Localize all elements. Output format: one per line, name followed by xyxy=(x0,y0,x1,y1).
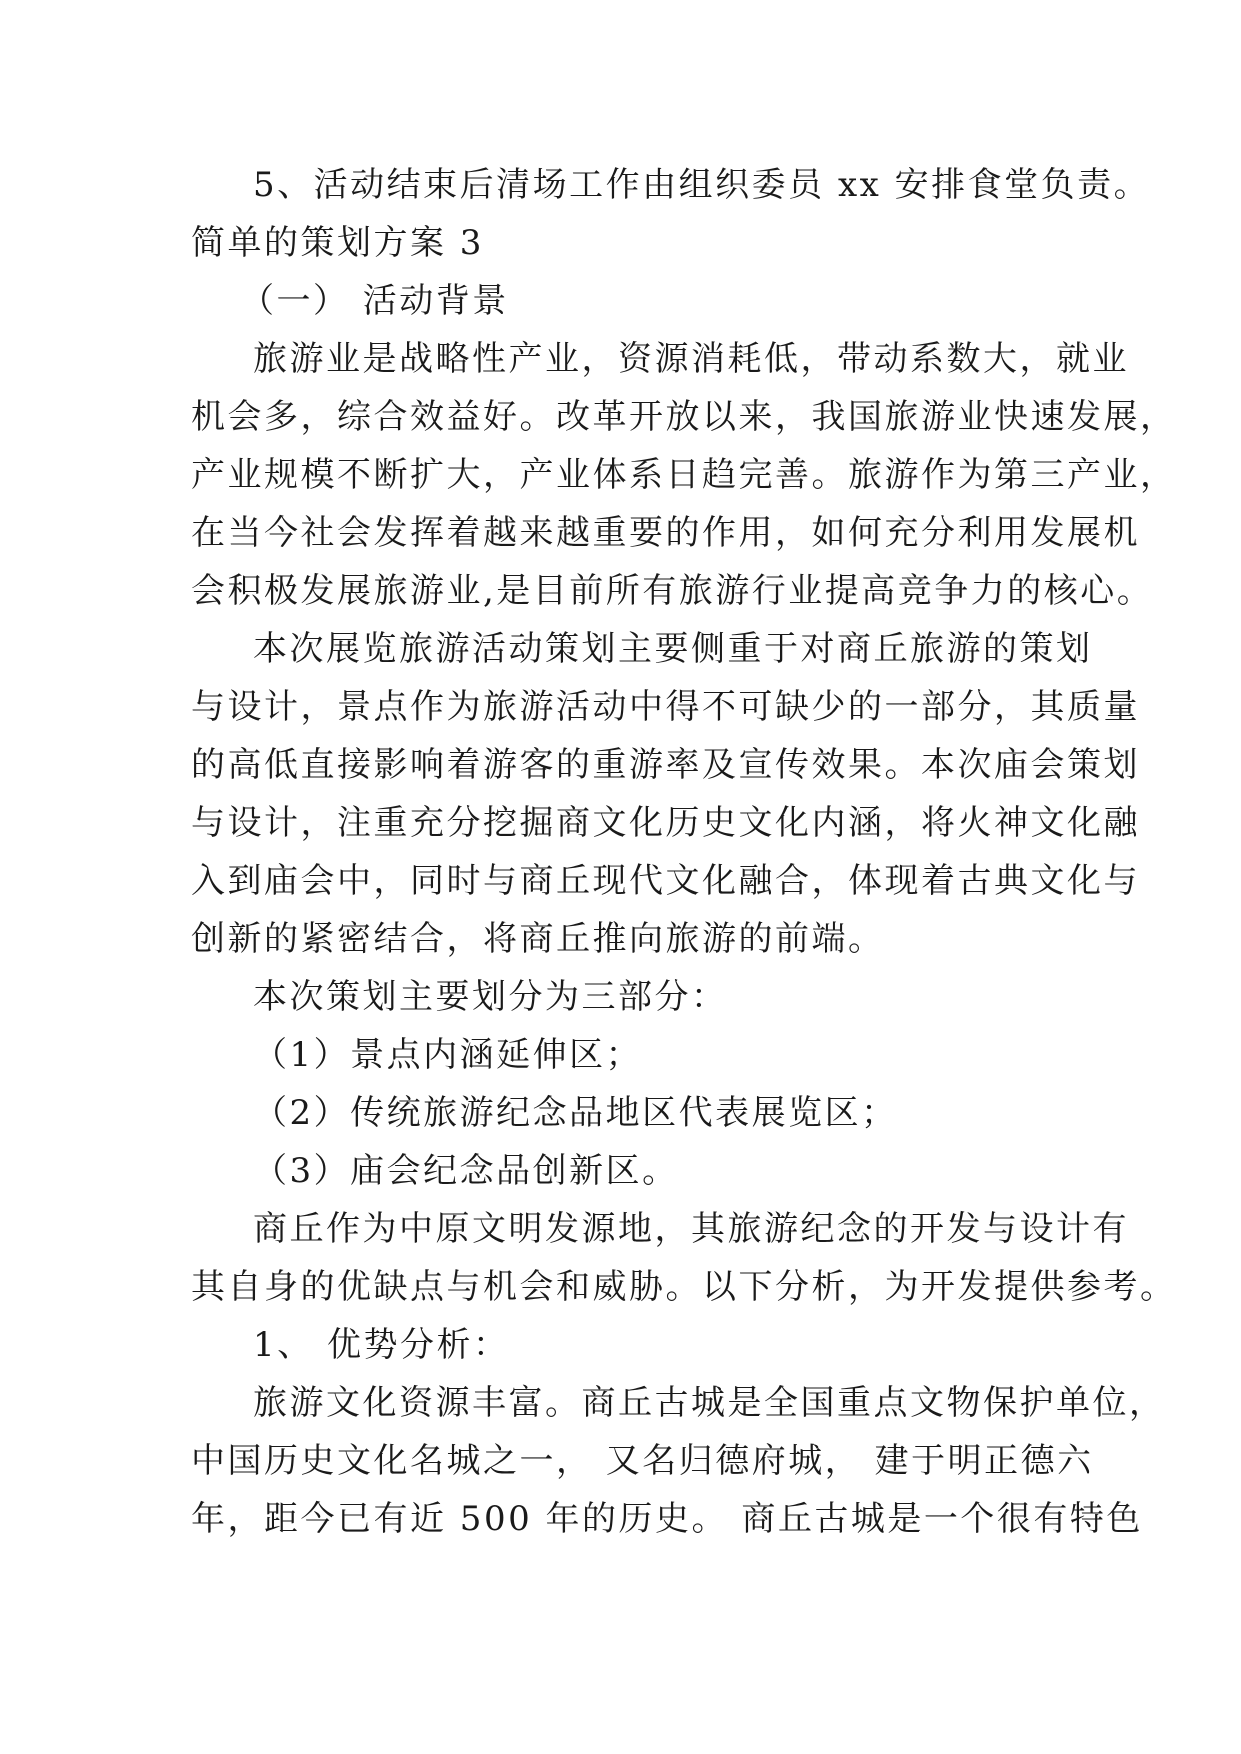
paragraph-line: 本次展览旅游活动策划主要侧重于对商丘旅游的策划 xyxy=(253,629,1093,669)
paragraph-line: 年，距今已有近 500 年的历史。 商丘古城是一个很有特色 xyxy=(191,1499,1143,1539)
paragraph-line: 机会多，综合效益好。改革开放以来，我国旅游业快速发展， xyxy=(191,397,1177,437)
paragraph-line: 商丘作为中原文明发源地，其旅游纪念的开发与设计有 xyxy=(253,1209,1129,1249)
paragraph-line: 与设计，注重充分挖掘商文化历史文化内涵，将火神文化融 xyxy=(191,803,1140,843)
subsection-heading: （一） 活动背景 xyxy=(240,281,509,321)
paragraph-line: 其自身的优缺点与机会和威胁。以下分析，为开发提供参考。 xyxy=(191,1267,1177,1307)
paragraph-line: 旅游业是战略性产业，资源消耗低，带动系数大，就业 xyxy=(253,339,1129,379)
paragraph-line: 入到庙会中，同时与商丘现代文化融合，体现着古典文化与 xyxy=(191,861,1140,901)
section-title: 简单的策划方案 3 xyxy=(191,223,484,263)
paragraph-line: 旅游文化资源丰富。商丘古城是全国重点文物保护单位， xyxy=(253,1383,1166,1423)
text-line-1: 5、活动结束后清场工作由组织委员 xx 安排食堂负责。 xyxy=(253,165,1151,205)
paragraph-line: 中国历史文化名城之一， 又名归德府城， 建于明正德六 xyxy=(191,1441,1094,1481)
paragraph-line: 创新的紧密结合，将商丘推向旅游的前端。 xyxy=(191,919,885,959)
list-item: （3）庙会纪念品创新区。 xyxy=(253,1151,679,1191)
list-item: （1）景点内涵延伸区； xyxy=(253,1035,643,1075)
list-item: （2）传统旅游纪念品地区代表展览区； xyxy=(253,1093,898,1133)
paragraph-line: 产业规模不断扩大，产业体系日趋完善。旅游作为第三产业， xyxy=(191,455,1177,495)
paragraph-line: 本次策划主要划分为三部分： xyxy=(253,977,728,1017)
subsection-heading: 1、 优势分析： xyxy=(253,1325,510,1365)
paragraph-line: 在当今社会发挥着越来越重要的作用，如何充分利用发展机 xyxy=(191,513,1140,553)
paragraph-line: 的高低直接影响着游客的重游率及宣传效果。本次庙会策划 xyxy=(191,745,1140,785)
paragraph-line: 与设计，景点作为旅游活动中得不可缺少的一部分，其质量 xyxy=(191,687,1140,727)
paragraph-line: 会积极发展旅游业,是目前所有旅游行业提高竞争力的核心。 xyxy=(191,571,1154,611)
